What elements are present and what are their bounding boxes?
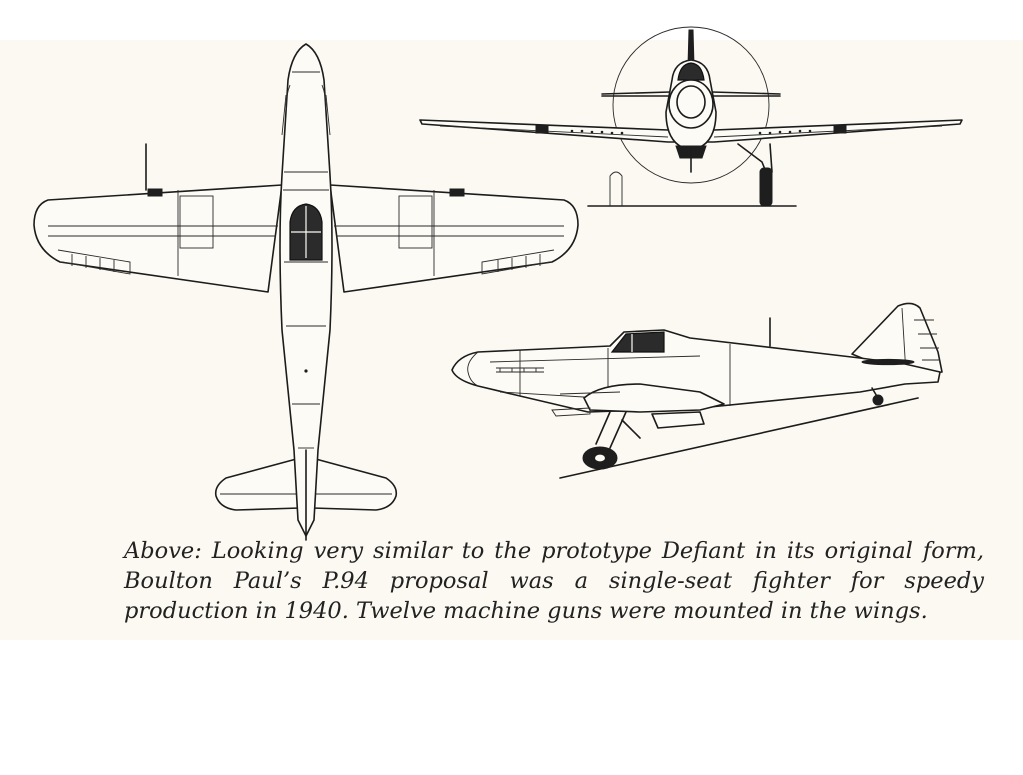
side-canopy bbox=[612, 332, 664, 352]
plan-view bbox=[34, 44, 578, 540]
plan-right-wing bbox=[330, 185, 578, 292]
front-wheel bbox=[760, 168, 772, 206]
caption-line-3: production in 1940. Twelve machine guns were mounted in the wings. bbox=[124, 598, 928, 624]
figure-caption bbox=[124, 536, 984, 626]
front-view bbox=[420, 27, 962, 206]
plan-tailplane bbox=[216, 458, 300, 510]
caption-line-2: Boulton Paul’s P.94 proposal was a single-seat fighter for speedy bbox=[124, 568, 984, 594]
plan-left-wing bbox=[34, 185, 282, 292]
side-view bbox=[452, 303, 942, 478]
caption-line-1: Above: Looking very similar to the prototype Defiant in its original form, bbox=[124, 538, 984, 564]
